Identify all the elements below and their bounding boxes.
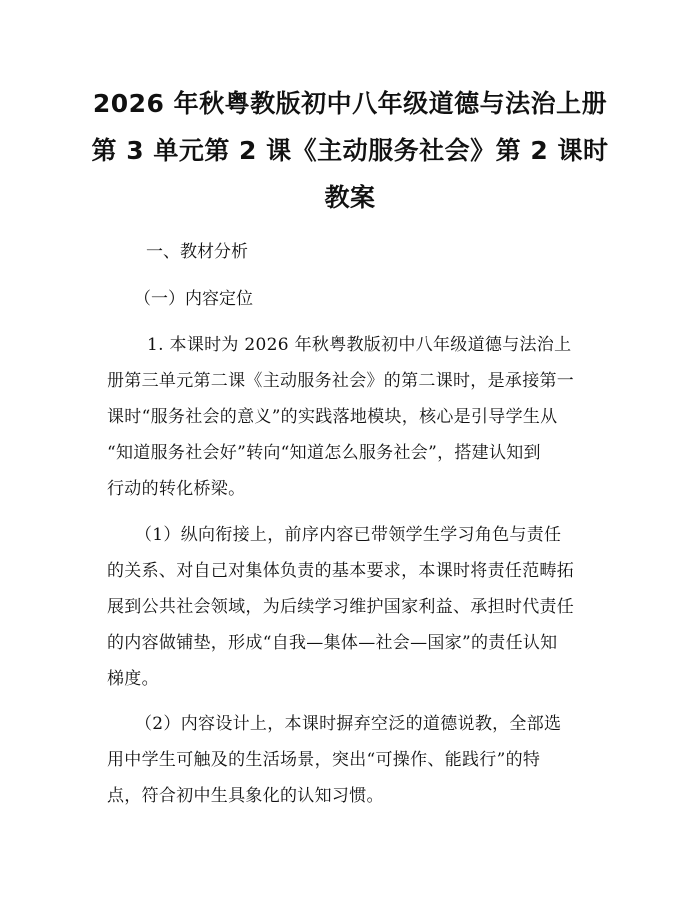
- document-title-line-3: 教案: [324, 183, 376, 212]
- paragraph-1: [107, 327, 599, 507]
- paragraph-line: 行动的转化桥梁。: [107, 479, 246, 499]
- paragraph-3: [107, 706, 599, 814]
- paragraph-line: 课时“服务社会的意义”的实践落地模块，核心是引导学生从: [107, 407, 558, 427]
- paragraph-line: “知道服务社会好”转向“知道怎么服务社会”，搭建认知到: [107, 443, 541, 463]
- paragraph-line: 展到公共社会领域，为后续学习维护国家利益、承担时代责任: [107, 597, 575, 617]
- section-heading-textbook-analysis: 一、教材分析: [146, 242, 248, 262]
- subsection-heading-content-positioning: （一）内容定位: [134, 289, 253, 309]
- paragraph-2: [107, 517, 599, 697]
- paragraph-line: （1）纵向衔接上，前序内容已带领学生学习角色与责任: [135, 525, 562, 545]
- paragraph-line: 的内容做铺垫，形成“自我—集体—社会—国家”的责任认知: [107, 633, 558, 653]
- paragraph-line: 的关系、对自己对集体负责的基本要求，本课时将责任范畴拓: [107, 561, 575, 581]
- document-title-line-2: 第 3 单元第 2 课《主动服务社会》第 2 课时: [91, 136, 609, 165]
- paragraph-line: 册第三单元第二课《主动服务社会》的第二课时，是承接第一: [107, 371, 575, 391]
- paragraph-line: 1. 本课时为 2026 年秋粤教版初中八年级道德与法治上: [147, 335, 572, 355]
- paragraph-line: （2）内容设计上，本课时摒弃空泛的道德说教，全部选: [135, 714, 562, 734]
- paragraph-line: 点，符合初中生具象化的认知习惯。: [107, 786, 384, 806]
- document-title-line-1: 2026 年秋粤教版初中八年级道德与法治上册: [92, 89, 608, 118]
- paragraph-line: 用中学生可触及的生活场景，突出“可操作、能践行”的特: [107, 750, 541, 770]
- paragraph-line: 梯度。: [107, 669, 159, 689]
